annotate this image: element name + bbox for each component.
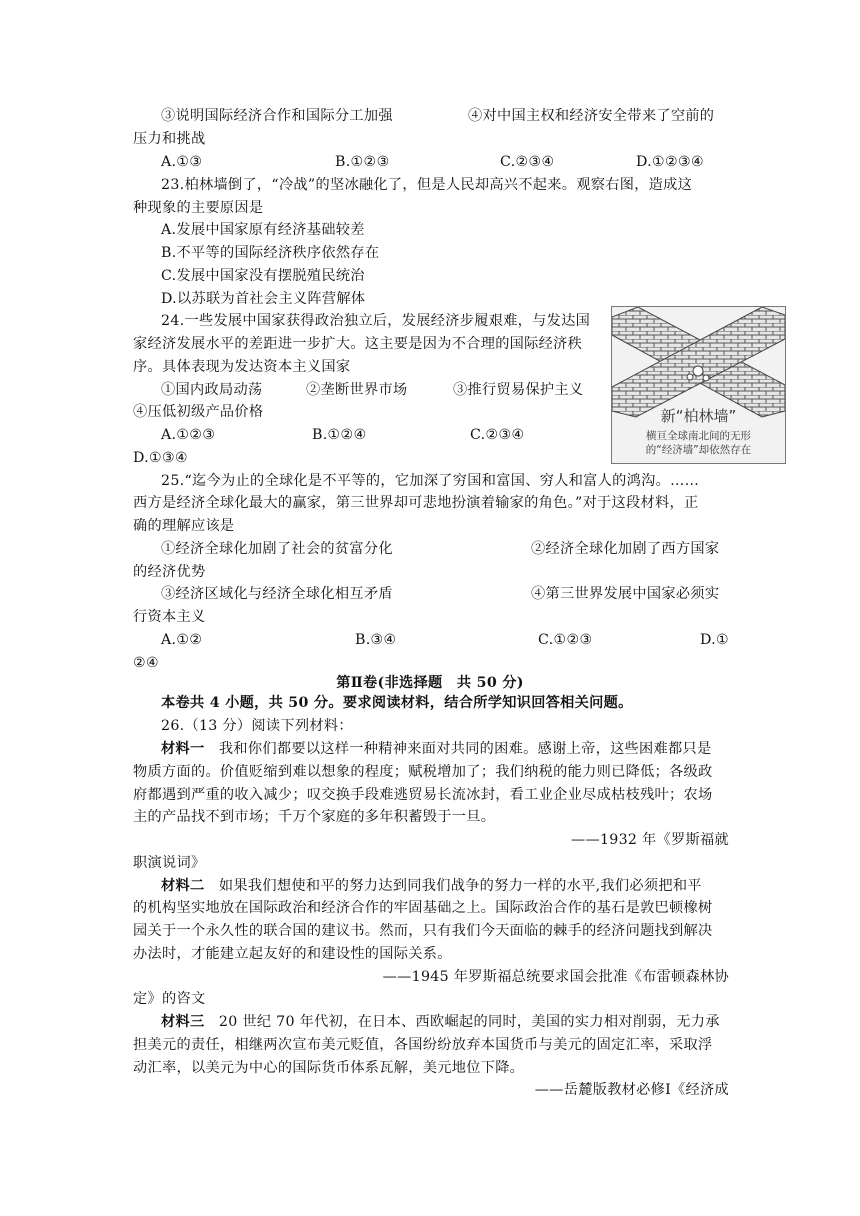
figure-caption-line: 的“经济墙”却依然存在 [645, 444, 752, 456]
text-line: 的机构坚实地放在国际政治和经济合作的牢固基础之上。国际政治合作的基石是敦巴顿橡树 [133, 900, 713, 916]
choice-c: C.②③④ [500, 154, 555, 170]
text-line: 园关于一个永久性的联合国的建议书。然而，只有我们今天面临的棘手的经济问题找到解决 [133, 923, 713, 939]
new-berlin-wall-figure [611, 306, 786, 464]
option-4: ④第三世界发展中国家必须实 [531, 586, 720, 602]
option-4: ④压低初级产品价格 [133, 404, 264, 420]
choice-b: B.不平等的国际经济秩序依然存在 [161, 245, 380, 261]
choice-c: C.②③④ [470, 427, 525, 443]
text-line: 动汇率，以美元为中心的国际货币体系瓦解，美元地位下降。 [133, 1060, 525, 1076]
text-line: 压力和挑战 [133, 131, 206, 147]
source-line: 定》的咨文 [133, 991, 206, 1007]
choice-b: B.①②④ [312, 427, 367, 443]
option-1: ①国内政局动荡 [161, 382, 263, 398]
material-1-line [161, 738, 711, 760]
option-2: ②垄断世界市场 [306, 382, 408, 398]
option-3: ③经济区域化与经济全球化相互矛盾 [161, 586, 393, 602]
section-title: 第Ⅱ卷(非选择题 共 50 分) [336, 675, 524, 691]
figure-caption [616, 429, 781, 457]
material-label: 材料一 [161, 741, 205, 757]
figure-caption-line: 横亘全球南北间的无形 [646, 430, 751, 442]
question-23: 23.柏林墙倒了，“冷战”的坚冰融化了，但是人民却高兴不起来。观察右图，造成这 [161, 177, 693, 193]
option-2: ②经济全球化加剧了西方国家 [531, 541, 720, 557]
text-line: 种现象的主要原因是 [133, 200, 264, 216]
source-line: ——岳麓版教材必修Ⅰ《经济成 [534, 1082, 729, 1098]
choice-d: D.以苏联为首社会主义阵营解体 [161, 291, 366, 307]
question-25: 25.“迄今为止的全球化是不平等的，它加深了穷国和富国、穷人和富人的鸿沟。…… [161, 473, 700, 489]
choice-d: D.①②③④ [636, 154, 705, 170]
source-line: 职演说词》 [133, 855, 206, 871]
choice-a: A.①② [161, 632, 203, 648]
section-instructions: 本卷共 4 小题，共 50 分。要求阅读材料，结合所学知识回答相关问题。 [161, 695, 633, 711]
material-text: 如果我们想使和平的努力达到同我们战争的努力一样的水平,我们必须把和平 [218, 878, 702, 894]
material-3-line [161, 1011, 720, 1033]
text-line: 主的产品找不到市场；千万个家庭的多年积蓄毁于一旦。 [133, 809, 496, 825]
question-26: 26.（13 分）阅读下列材料： [161, 718, 353, 734]
choice-b: B.①②③ [335, 154, 390, 170]
text-line: 府都遇到严重的收入减少；叹交换手段难逃贸易长流冰封，看工业企业尽成枯枝残叶；农场 [133, 787, 713, 803]
choice-c: C.发展中国家没有摆脱殖民统治 [161, 268, 365, 284]
choice-c: C.①②③ [538, 632, 593, 648]
text-line: 办法时，才能建立起友好的和建设性的国际关系。 [133, 946, 452, 962]
text-line: 西方是经济全球化最大的赢家，第三世界却可悲地扮演着输家的角色。”对于这段材料，正 [133, 495, 699, 511]
choice-d: D.① [700, 632, 729, 648]
choice-a: A.①③ [161, 154, 203, 170]
text-line: 家经济发展水平的差距进一步扩大。这主要是因为不合理的国际经济秩 [133, 336, 583, 352]
choice-b: B.③④ [355, 632, 397, 648]
question-24: 24.一些发展中国家获得政治独立后，发展经济步履艰难，与发达国 [161, 313, 591, 329]
source-line: ——1932 年《罗斯福就 [570, 832, 729, 848]
material-text: 我和你们都要以这样一种精神来面对共同的困难。感谢上帝，这些困难都只是 [218, 741, 712, 757]
option-4: ④对中国主权和经济安全带来了空前的 [468, 108, 715, 124]
material-label: 材料三 [161, 1014, 205, 1030]
option-3: ③推行贸易保护主义 [453, 382, 584, 398]
text-line: 确的理解应该是 [133, 518, 235, 534]
option-3: ③说明国际经济合作和国际分工加强 [161, 108, 393, 124]
material-label: 材料二 [161, 878, 205, 894]
choice-d: D.①③④ [133, 450, 189, 466]
text-line: 的经济优势 [133, 564, 206, 580]
figure-title: 新“柏林墙” [660, 407, 737, 425]
source-line: ——1945 年罗斯福总统要求国会批准《布雷顿森林协 [382, 969, 729, 985]
material-text: 20 世纪 70 年代初，在日本、西欧崛起的同时，美国的实力相对削弱，无力承 [218, 1014, 720, 1030]
choice-a: A.发展中国家原有经济基础较差 [161, 222, 365, 238]
text-line: 物质方面的。价值贬缩到难以想象的程度；赋税增加了；我们纳税的能力则已降低；各级政 [133, 764, 713, 780]
material-2-line [161, 875, 702, 897]
text-line: 担美元的责任，相继两次宣布美元贬值，各国纷纷放弃本国货币与美元的固定汇率，采取浮 [133, 1037, 713, 1053]
option-1: ①经济全球化加剧了社会的贫富分化 [161, 541, 393, 557]
text-line: ②④ [133, 655, 160, 671]
text-line: 序。具体表现为发达资本主义国家 [133, 359, 351, 375]
text-line: 行资本主义 [133, 609, 206, 625]
choice-a: A.①②③ [161, 427, 216, 443]
